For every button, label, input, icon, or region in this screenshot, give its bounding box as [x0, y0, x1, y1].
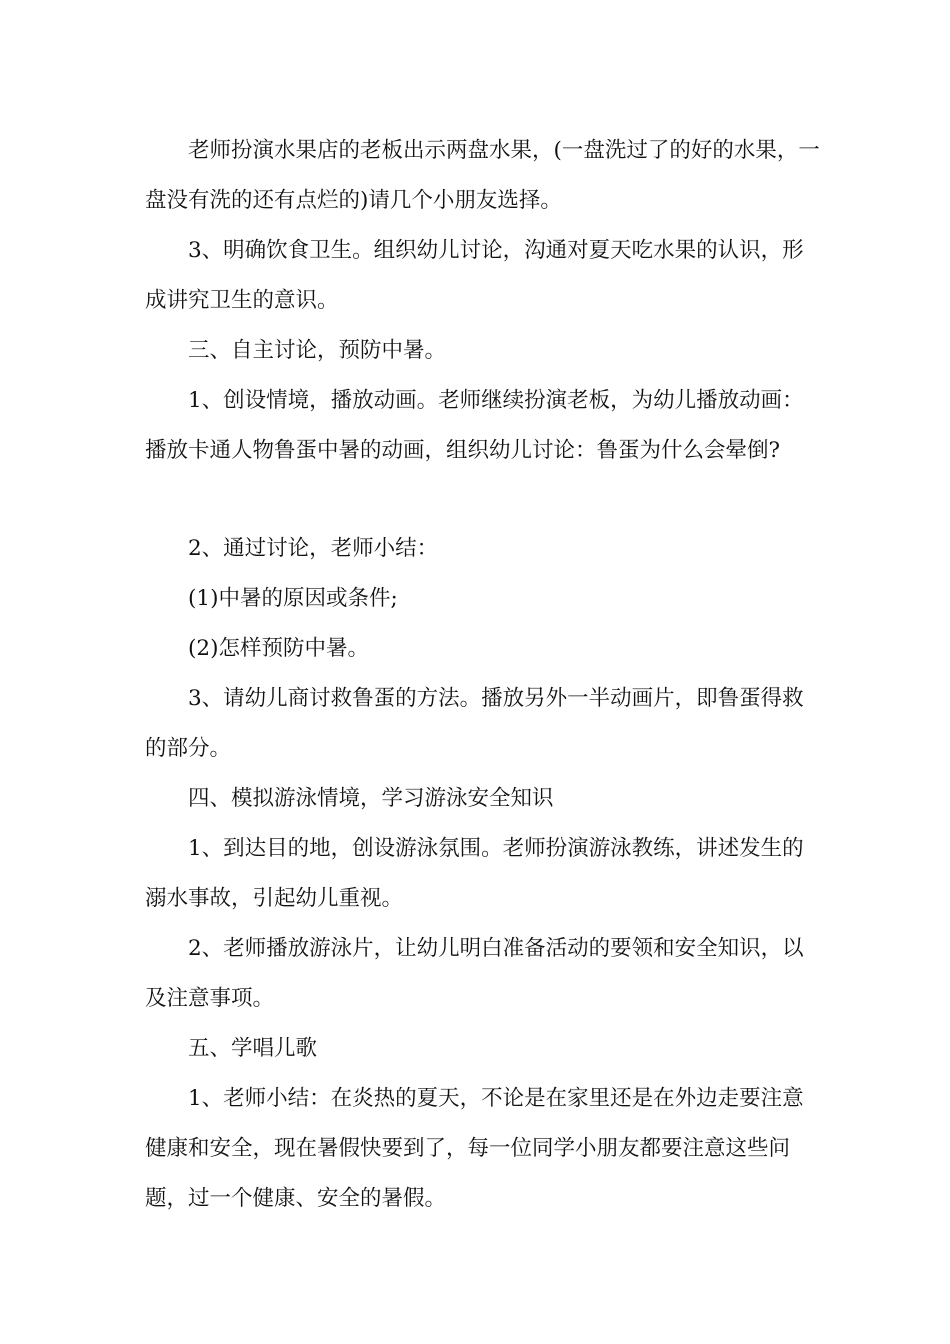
paragraph-swim-atmosphere: 1、到达目的地，创设游泳氛围。老师扮演游泳教练，讲述发生的溺水事故，引起幼儿重视。 [145, 836, 804, 911]
list-item-prevention: (2)怎样预防中暑。 [188, 636, 369, 661]
paragraph-teacher-summary: 1、老师小结：在炎热的夏天，不论是在家里还是在外边走要注意健康和安全，现在暑假快要到了，每一位同学小朋友都要注意这些问题，过一个健康、安全的暑假。 [145, 1086, 804, 1211]
paragraph-food-hygiene: 3、明确饮食卫生。组织幼儿讨论，沟通对夏天吃水果的认识，形成讲究卫生的意识。 [145, 238, 804, 313]
paragraph-fruit-shop: 老师扮演水果店的老板出示两盘水果，(一盘洗过了的好的水果，一盘没有洗的还有点烂的)请几个小朋友选择。 [145, 138, 820, 213]
paragraph-rescue-method: 3、请幼儿商讨救鲁蛋的方法。播放另外一半动画片，即鲁蛋得救的部分。 [145, 686, 804, 761]
paragraph-discussion-summary: 2、通过讨论，老师小结： [188, 536, 439, 561]
section-heading-song: 五、学唱儿歌 [188, 1036, 318, 1061]
paragraph-animation: 1、创设情境，播放动画。老师继续扮演老板，为幼儿播放动画：播放卡通人物鲁蛋中暑的动画，组织幼儿讨论：鲁蛋为什么会晕倒? [145, 388, 804, 463]
paragraph-swim-video: 2、老师播放游泳片，让幼儿明白准备活动的要领和安全知识，以及注意事项。 [145, 936, 804, 1011]
section-heading-heatstroke: 三、自主讨论，预防中暑。 [188, 338, 447, 363]
list-item-cause: (1)中暑的原因或条件; [188, 586, 398, 611]
section-heading-swimming: 四、模拟游泳情境，学习游泳安全知识 [188, 786, 554, 811]
